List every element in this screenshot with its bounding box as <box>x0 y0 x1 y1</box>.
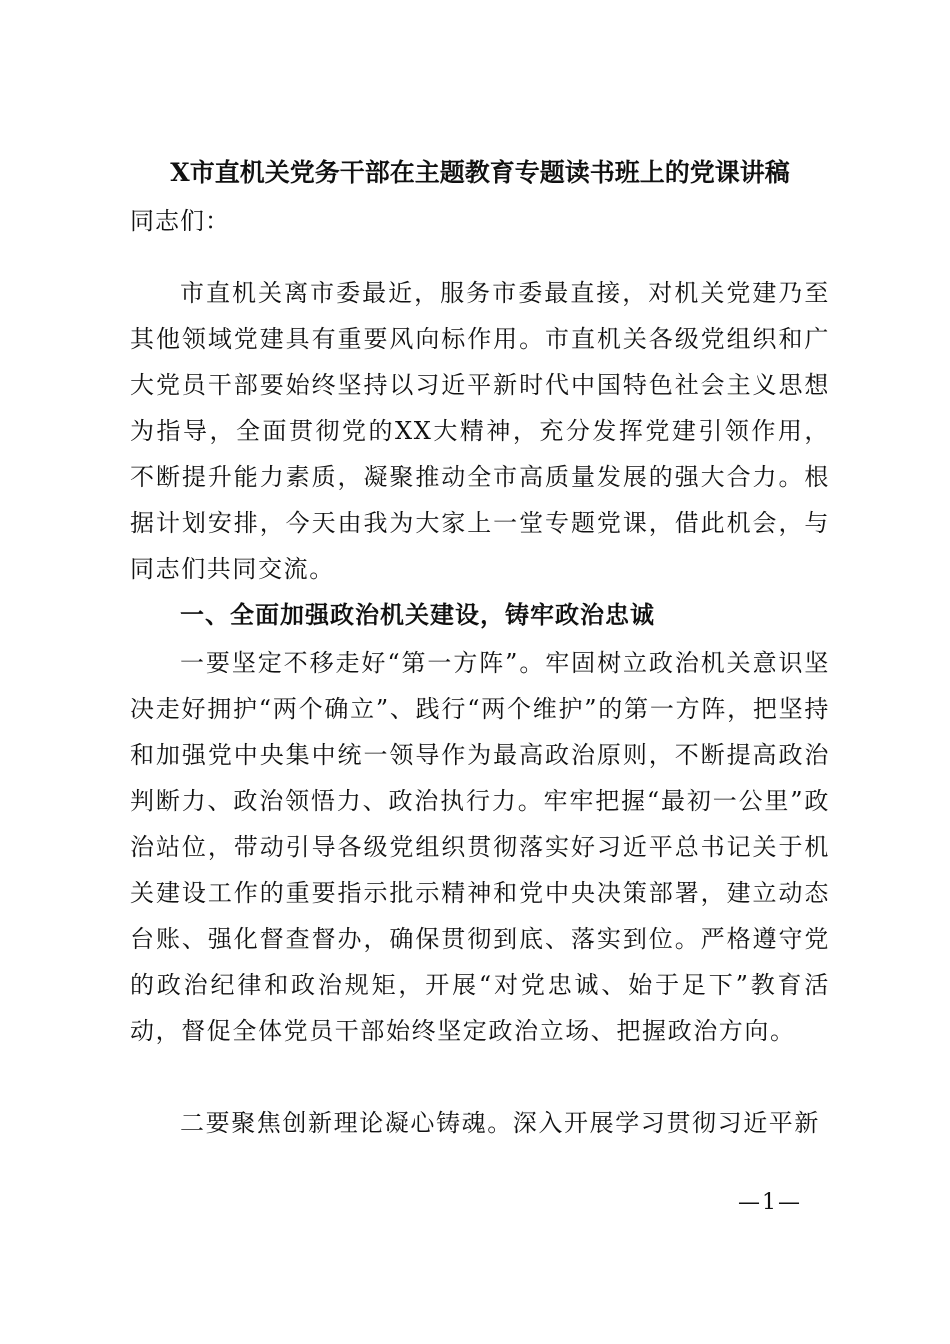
paragraph-intro: 市直机关离市委最近，服务市委最直接，对机关党建乃至其他领域党建具有重要风向标作用。市直机关各级党组织和广大党员干部要始终坚持以习近平新时代中国特色社会主义思想为指导，全面贯彻党的XX大精神，充分发挥党建引领作用，不断提升能力素质，凝聚推动全市高质量发展的强大合力。根据计划安排，今天由我为大家上一堂专题党课，借此机会，与同志们共同交流。 <box>130 279 830 583</box>
page-number: —1— <box>738 1190 802 1215</box>
paragraph-second-point: 二要聚焦创新理论凝心铸魂。深入开展学习贯彻习近平新 <box>180 1109 820 1137</box>
salutation: 同志们： <box>130 207 230 235</box>
document-title: X市直机关党务干部在主题教育专题读书班上的党课讲稿 <box>170 158 790 187</box>
paragraph-first-point: 一要坚定不移走好“第一方阵”。牢固树立政治机关意识坚决走好拥护“两个确立”、践行“两个维护”的第一方阵，把坚持和加强党中央集中统一领导作为最高政治原则，不断提高政治判断力、政治领悟力、政治执行力。牢牢把握“最初一公里”政治站位，带动引导各级党组织贯彻落实好习近平总书记关于机关建设工作的重要指示批示精神和党中央决策部署，建立动态台账、强化督查督办，确保贯彻到底、落实到位。严格遵守党的政治纪律和政治规矩，开展“对党忠诚、始于足下”教育活动，督促全体党员干部始终坚定政治立场、把握政治方向。 <box>130 649 830 1045</box>
section-heading: 一、全面加强政治机关建设，铸牢政治忠诚 <box>180 601 655 629</box>
